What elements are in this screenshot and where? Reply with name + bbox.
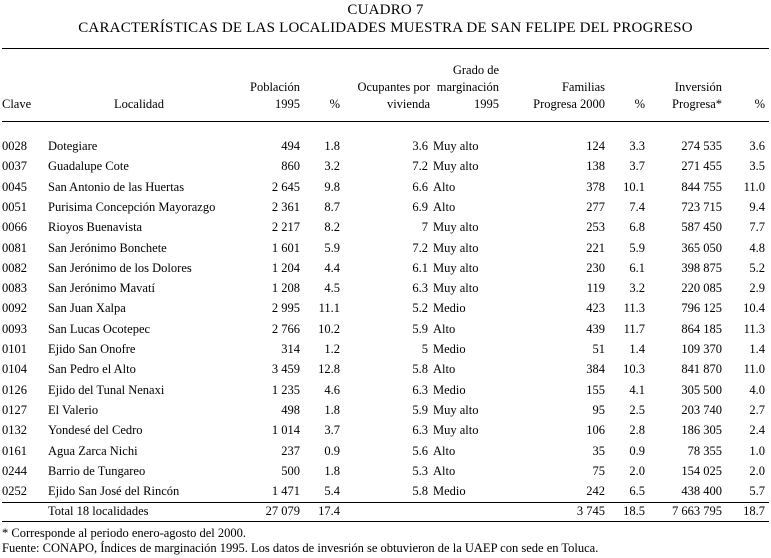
cell-pct-poblacion: 4.5 xyxy=(324,281,340,296)
table-row xyxy=(0,481,771,501)
cell-pct-poblacion: 3.7 xyxy=(324,423,340,438)
cell-pct-inversion: 9.4 xyxy=(749,199,765,214)
cell-grado: Muy alto xyxy=(433,139,479,153)
cell-pct-poblacion: 11.1 xyxy=(318,301,340,316)
source-note: Fuente: CONAPO, Índices de marginación 1995. Los datos de invesrión se obtuvieron de la UAEP con sede en Toluca. xyxy=(2,541,599,555)
cell-ocupantes: 7.2 xyxy=(412,240,428,255)
cell-localidad: Dotegiare xyxy=(48,139,98,153)
cell-grado: Muy alto xyxy=(433,159,479,174)
cell-grado: Muy alto xyxy=(433,402,479,417)
cell-inversion: 864 185 xyxy=(681,321,722,336)
cell-pct-poblacion: 0.9 xyxy=(324,443,340,458)
cell-inversion: 274 535 xyxy=(681,139,722,153)
table-title: CARACTERÍSTICAS DE LAS LOCALIDADES MUESTRA DE SAN FELIPE DEL PROGRESO xyxy=(78,20,693,36)
cell-inversion: 220 085 xyxy=(681,281,722,296)
cell-pct-poblacion: 1.2 xyxy=(324,342,340,356)
cell-poblacion: 3 459 xyxy=(271,362,300,377)
cell-clave: 0028 xyxy=(2,139,27,153)
cell-ocupantes: 6.9 xyxy=(412,199,428,214)
cell-pct-familias: 3.7 xyxy=(629,159,645,174)
total-row xyxy=(0,501,771,521)
cell-ocupantes: 6.3 xyxy=(412,281,428,296)
total-pct-familias: 18.5 xyxy=(623,504,645,518)
cell-clave: 0083 xyxy=(2,281,27,296)
cell-pct-poblacion: 8.7 xyxy=(324,199,340,214)
total-poblacion: 27 079 xyxy=(265,504,300,518)
cell-localidad: San Jerónimo Bonchete xyxy=(48,240,167,255)
cell-pct-poblacion: 9.8 xyxy=(324,179,340,194)
cell-familias: 242 xyxy=(586,484,605,499)
cell-grado: Alto xyxy=(433,321,456,336)
cell-localidad: San Antonio de las Huertas xyxy=(48,179,185,194)
cell-pct-familias: 6.5 xyxy=(629,484,645,499)
cell-pct-inversion: 2.9 xyxy=(749,281,765,296)
cell-pct-familias: 0.9 xyxy=(629,443,645,458)
header-familias-line1: Familias xyxy=(561,80,605,94)
cell-inversion: 587 450 xyxy=(681,220,722,235)
cell-pct-familias: 2.5 xyxy=(629,402,645,417)
cell-localidad: Ejido San José del Rincón xyxy=(48,484,180,499)
cell-pct-inversion: 10.4 xyxy=(743,301,765,316)
header-pct-poblacion: % xyxy=(329,97,340,111)
table-number: CUADRO 7 xyxy=(347,2,424,18)
header-ocupantes-line1: Ocupantes por xyxy=(357,80,430,94)
cell-pct-poblacion: 1.8 xyxy=(324,463,340,478)
cell-ocupantes: 6.3 xyxy=(412,423,428,438)
cell-clave: 0045 xyxy=(2,179,27,194)
cell-pct-inversion: 11.0 xyxy=(743,362,765,377)
cell-ocupantes: 6.1 xyxy=(412,260,428,275)
cell-clave: 0082 xyxy=(2,260,27,275)
cell-ocupantes: 5.6 xyxy=(412,443,428,458)
cell-ocupantes: 3.6 xyxy=(412,139,428,153)
header-localidad: Localidad xyxy=(114,97,164,111)
cell-localidad: Ejido del Tunal Nenaxi xyxy=(48,382,165,397)
cell-familias: 51 xyxy=(592,342,605,356)
cell-clave: 0127 xyxy=(2,402,27,417)
total-pct-inversion: 18.7 xyxy=(743,504,765,518)
cell-inversion: 186 305 xyxy=(681,423,722,438)
cell-familias: 423 xyxy=(586,301,605,316)
table-row xyxy=(0,339,771,359)
cell-pct-inversion: 1.4 xyxy=(749,342,765,356)
table-row xyxy=(0,298,771,318)
table-row xyxy=(0,258,771,278)
cell-localidad: Guadalupe Cote xyxy=(48,159,129,174)
cell-poblacion: 1 471 xyxy=(271,484,300,499)
cell-pct-inversion: 1.0 xyxy=(749,443,765,458)
cell-inversion: 796 125 xyxy=(681,301,722,316)
cell-grado: Medio xyxy=(433,484,466,499)
cell-inversion: 723 715 xyxy=(681,199,722,214)
footnote: * Corresponde al periodo enero-agosto del 2000. xyxy=(2,526,247,540)
cell-poblacion: 1 601 xyxy=(271,240,300,255)
cell-pct-poblacion: 10.2 xyxy=(318,321,340,336)
cell-grado: Muy alto xyxy=(433,240,479,255)
cell-grado: Muy alto xyxy=(433,281,479,296)
cell-ocupantes: 5.8 xyxy=(412,362,428,377)
cell-pct-poblacion: 5.4 xyxy=(324,484,340,499)
table-row xyxy=(0,441,771,461)
header-poblacion-line1: Población xyxy=(250,80,300,94)
table-row xyxy=(0,319,771,339)
cell-poblacion: 2 217 xyxy=(271,220,300,235)
cell-pct-familias: 5.9 xyxy=(629,240,645,255)
cell-familias: 439 xyxy=(586,321,605,336)
total-label: Total 18 localidades xyxy=(48,504,149,518)
top-rule xyxy=(2,48,769,49)
cell-pct-inversion: 3.5 xyxy=(749,159,765,174)
cell-grado: Alto xyxy=(433,199,456,214)
cell-pct-poblacion: 8.2 xyxy=(324,220,340,235)
cell-localidad: San Pedro el Alto xyxy=(48,362,136,377)
cell-pct-familias: 1.4 xyxy=(629,342,645,356)
cell-localidad: Yondesé del Cedro xyxy=(48,423,143,438)
cell-pct-poblacion: 4.6 xyxy=(324,382,340,397)
total-pct-poblacion: 17.4 xyxy=(318,504,340,518)
cell-clave: 0132 xyxy=(2,423,27,438)
cell-familias: 95 xyxy=(592,402,605,417)
table-row xyxy=(0,400,771,420)
cell-ocupantes: 7.2 xyxy=(412,159,428,174)
cell-pct-poblacion: 3.2 xyxy=(324,159,340,174)
header-grado-line3: 1995 xyxy=(474,97,499,111)
cell-pct-poblacion: 4.4 xyxy=(324,260,340,275)
cell-ocupantes: 5 xyxy=(421,342,428,356)
cell-familias: 378 xyxy=(586,179,605,194)
header-inversion-line2: Progresa* xyxy=(672,97,722,111)
cell-pct-familias: 3.3 xyxy=(629,139,645,153)
header-grado-line2: marginación xyxy=(436,80,499,94)
cell-pct-inversion: 2.0 xyxy=(749,463,765,478)
cell-pct-inversion: 4.0 xyxy=(749,382,765,397)
cell-ocupantes: 5.2 xyxy=(412,301,428,316)
cell-poblacion: 2 766 xyxy=(271,321,300,336)
cell-pct-familias: 11.7 xyxy=(623,321,645,336)
cell-grado: Medio xyxy=(433,301,466,316)
cell-inversion: 203 740 xyxy=(681,402,722,417)
cell-poblacion: 494 xyxy=(281,139,300,153)
cell-familias: 106 xyxy=(586,423,605,438)
cell-clave: 0252 xyxy=(2,484,27,499)
cell-clave: 0081 xyxy=(2,240,27,255)
cell-pct-inversion: 4.8 xyxy=(749,240,765,255)
cell-ocupantes: 5.3 xyxy=(412,463,428,478)
cell-poblacion: 1 014 xyxy=(271,423,300,438)
cell-ocupantes: 5.8 xyxy=(412,484,428,499)
cell-clave: 0092 xyxy=(2,301,27,316)
cell-ocupantes: 6.3 xyxy=(412,382,428,397)
cell-familias: 384 xyxy=(586,362,605,377)
cell-familias: 35 xyxy=(592,443,605,458)
header-pct-inversion: % xyxy=(754,97,765,111)
cell-clave: 0037 xyxy=(2,159,27,174)
header-poblacion-line2: 1995 xyxy=(275,97,300,111)
cell-pct-familias: 2.0 xyxy=(629,463,645,478)
cell-localidad: Barrio de Tungareo xyxy=(48,463,146,478)
header-inversion-line1: Inversión xyxy=(674,80,722,94)
cell-clave: 0126 xyxy=(2,382,27,397)
cell-pct-inversion: 2.4 xyxy=(749,423,765,438)
cell-inversion: 109 370 xyxy=(681,342,722,356)
header-familias-line2: Progresa 2000 xyxy=(533,97,605,111)
cell-localidad: Purisima Concepción Mayorazgo xyxy=(48,199,216,214)
cell-clave: 0101 xyxy=(2,342,27,356)
cell-poblacion: 860 xyxy=(281,159,300,174)
cell-familias: 75 xyxy=(592,463,605,478)
cell-pct-familias: 6.1 xyxy=(629,260,645,275)
cell-grado: Medio xyxy=(433,342,466,356)
cell-inversion: 841 870 xyxy=(681,362,722,377)
cell-localidad: San Juan Xalpa xyxy=(48,301,126,316)
cell-inversion: 305 500 xyxy=(681,382,722,397)
cell-pct-familias: 7.4 xyxy=(629,199,645,214)
cell-poblacion: 1 208 xyxy=(271,281,300,296)
cell-pct-poblacion: 1.8 xyxy=(324,139,340,153)
cell-pct-familias: 6.8 xyxy=(629,220,645,235)
table-row xyxy=(0,136,771,156)
header-ocupantes-line2: vivienda xyxy=(386,97,430,111)
cell-pct-familias: 11.3 xyxy=(623,301,645,316)
cell-ocupantes: 7 xyxy=(421,220,428,235)
cell-pct-poblacion: 5.9 xyxy=(324,240,340,255)
cell-pct-inversion: 5.7 xyxy=(749,484,765,499)
cell-grado: Alto xyxy=(433,443,456,458)
table-row xyxy=(0,177,771,197)
cell-clave: 0093 xyxy=(2,321,27,336)
header-pct-familias: % xyxy=(634,97,645,111)
cell-ocupantes: 6.6 xyxy=(412,179,428,194)
cell-pct-familias: 4.1 xyxy=(629,382,645,397)
cell-localidad: El Valerio xyxy=(48,402,99,417)
cell-pct-inversion: 11.0 xyxy=(743,179,765,194)
cell-grado: Alto xyxy=(433,463,456,478)
cell-poblacion: 1 204 xyxy=(271,260,300,275)
cell-poblacion: 500 xyxy=(281,463,300,478)
cell-grado: Muy alto xyxy=(433,220,479,235)
bottom-rule xyxy=(2,521,769,522)
cell-clave: 0104 xyxy=(2,362,27,377)
cell-familias: 253 xyxy=(586,220,605,235)
table-row xyxy=(0,420,771,440)
cell-familias: 119 xyxy=(586,281,605,296)
cell-pct-familias: 2.8 xyxy=(629,423,645,438)
table-row xyxy=(0,359,771,379)
cell-pct-inversion: 5.2 xyxy=(749,260,765,275)
cell-familias: 138 xyxy=(586,159,605,174)
cell-familias: 155 xyxy=(586,382,605,397)
table-row xyxy=(0,461,771,481)
table-row xyxy=(0,217,771,237)
header-grado-line1: Grado de xyxy=(452,63,499,77)
total-inversion: 7 663 795 xyxy=(672,504,722,518)
table-row xyxy=(0,197,771,217)
cell-familias: 277 xyxy=(586,199,605,214)
cell-grado: Muy alto xyxy=(433,260,479,275)
cell-inversion: 78 355 xyxy=(687,443,722,458)
cell-familias: 124 xyxy=(586,139,605,153)
cell-grado: Medio xyxy=(433,382,466,397)
cell-pct-poblacion: 12.8 xyxy=(318,362,340,377)
cell-poblacion: 2 361 xyxy=(271,199,300,214)
cell-poblacion: 1 235 xyxy=(271,382,300,397)
cell-clave: 0051 xyxy=(2,199,27,214)
cell-familias: 230 xyxy=(586,260,605,275)
cell-familias: 221 xyxy=(586,240,605,255)
cell-localidad: Rioyos Buenavista xyxy=(48,220,143,235)
table-row xyxy=(0,380,771,400)
cell-pct-familias: 3.2 xyxy=(629,281,645,296)
cell-inversion: 398 875 xyxy=(681,260,722,275)
cell-pct-familias: 10.1 xyxy=(623,179,645,194)
cell-clave: 0161 xyxy=(2,443,27,458)
cell-grado: Alto xyxy=(433,179,456,194)
cell-pct-familias: 10.3 xyxy=(623,362,645,377)
cell-localidad: San Jerónimo Mavatí xyxy=(48,281,155,296)
cell-poblacion: 237 xyxy=(281,443,300,458)
cell-inversion: 438 400 xyxy=(681,484,722,499)
cell-inversion: 271 455 xyxy=(681,159,722,174)
cell-inversion: 365 050 xyxy=(681,240,722,255)
cell-ocupantes: 5.9 xyxy=(412,402,428,417)
table-row xyxy=(0,238,771,258)
cell-inversion: 844 755 xyxy=(681,179,722,194)
cell-localidad: Ejido San Onofre xyxy=(48,342,136,356)
cell-pct-poblacion: 1.8 xyxy=(324,402,340,417)
cell-pct-inversion: 2.7 xyxy=(749,402,765,417)
cell-poblacion: 2 995 xyxy=(271,301,300,316)
cell-localidad: San Jerónimo de los Dolores xyxy=(48,260,192,275)
header-clave: Clave xyxy=(2,97,32,111)
cell-inversion: 154 025 xyxy=(681,463,722,478)
cell-pct-inversion: 3.6 xyxy=(749,139,765,153)
cell-clave: 0244 xyxy=(2,463,27,478)
cell-clave: 0066 xyxy=(2,220,27,235)
table-row xyxy=(0,156,771,176)
cell-localidad: San Lucas Ocotepec xyxy=(48,321,151,336)
cell-ocupantes: 5.9 xyxy=(412,321,428,336)
cell-pct-inversion: 11.3 xyxy=(743,321,765,336)
total-familias: 3 745 xyxy=(576,504,605,518)
cell-localidad: Agua Zarca Nichi xyxy=(48,443,138,458)
cell-poblacion: 314 xyxy=(281,342,300,356)
cell-poblacion: 2 645 xyxy=(271,179,300,194)
cell-pct-inversion: 7.7 xyxy=(749,220,765,235)
cell-grado: Muy alto xyxy=(433,423,479,438)
table-row xyxy=(0,278,771,298)
header-rule xyxy=(2,121,769,122)
cell-poblacion: 498 xyxy=(281,402,300,417)
cell-grado: Alto xyxy=(433,362,456,377)
